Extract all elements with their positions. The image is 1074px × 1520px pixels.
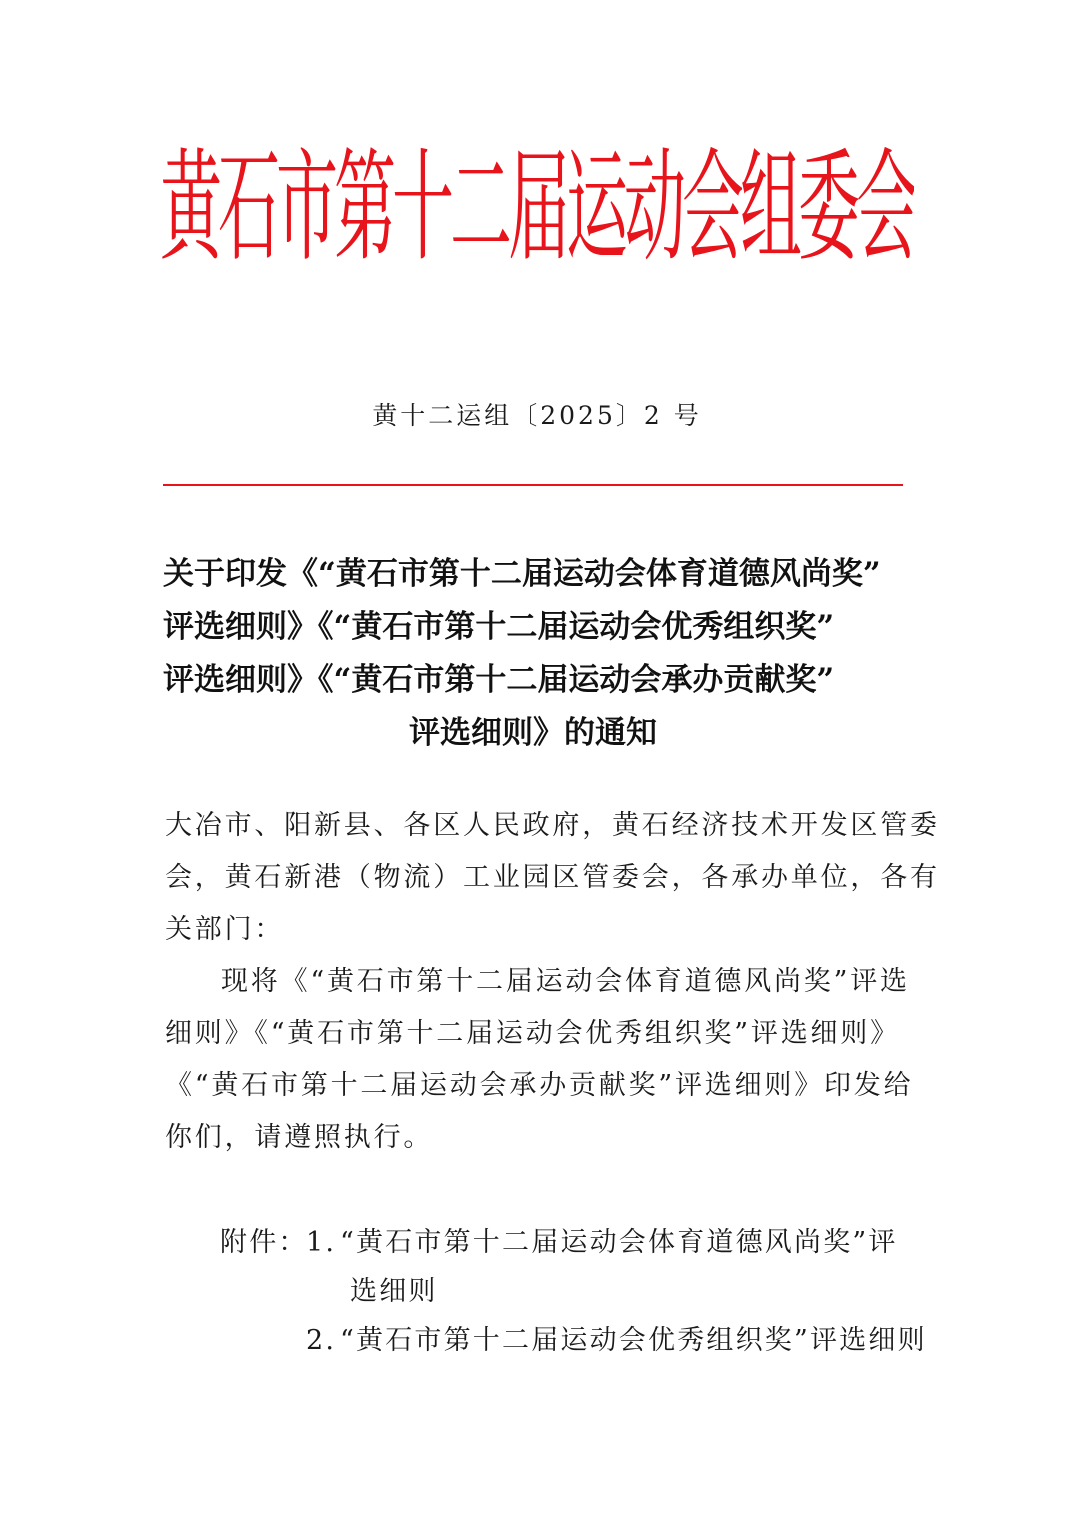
attachment-number: 2. xyxy=(306,1325,337,1356)
body-line: 现将《“黄石市第十二届运动会体育道德风尚奖”评选 xyxy=(221,966,910,997)
attachment-title-continued: 选细则 xyxy=(350,1276,438,1307)
attachment-item xyxy=(220,1218,910,1267)
salutation-line: 会，黄石新港（物流）工业园区管委会，各承办单位，各有 xyxy=(165,862,940,893)
document-title-line: 评选细则》《“黄石市第十二届运动会承办贡献奖” xyxy=(163,662,835,698)
attachment-title: “黄石市第十二届运动会优秀组织奖”评选细则 xyxy=(340,1325,927,1356)
issuing-authority-header xyxy=(160,138,914,278)
body-line: 细则》《“黄石市第十二届运动会优秀组织奖”评选细则》 xyxy=(165,1018,900,1049)
attachment-title: “黄石市第十二届运动会体育道德风尚奖”评 xyxy=(340,1227,898,1258)
attachment-number: 1. xyxy=(306,1227,337,1258)
salutation-line: 关部门： xyxy=(165,914,285,945)
attachments-list xyxy=(220,1218,927,1365)
body-line: 《“黄石市第十二届运动会承办贡献奖”评选细则》印发给 xyxy=(165,1070,914,1101)
document-title-line: 关于印发《“黄石市第十二届运动会体育道德风尚奖” xyxy=(163,556,881,592)
document-number: 黄十二运组〔2025〕2 号 xyxy=(372,401,702,430)
document-title-line: 评选细则》的通知 xyxy=(409,715,657,751)
issuing-authority-title: 黄石市第十二届运动会组委会 xyxy=(160,138,914,278)
salutation-line: 大冶市、阳新县、各区人民政府，黄石经济技术开发区管委 xyxy=(165,810,940,841)
document-title xyxy=(163,548,913,760)
attachment-item xyxy=(220,1316,927,1365)
red-divider-line xyxy=(163,484,903,486)
body-paragraph xyxy=(165,956,914,1164)
salutation xyxy=(165,800,940,956)
document-title-line: 评选细则》《“黄石市第十二届运动会优秀组织奖” xyxy=(163,609,835,645)
body-line: 你们，请遵照执行。 xyxy=(165,1122,434,1153)
attachments-label: 附件： xyxy=(220,1227,308,1258)
